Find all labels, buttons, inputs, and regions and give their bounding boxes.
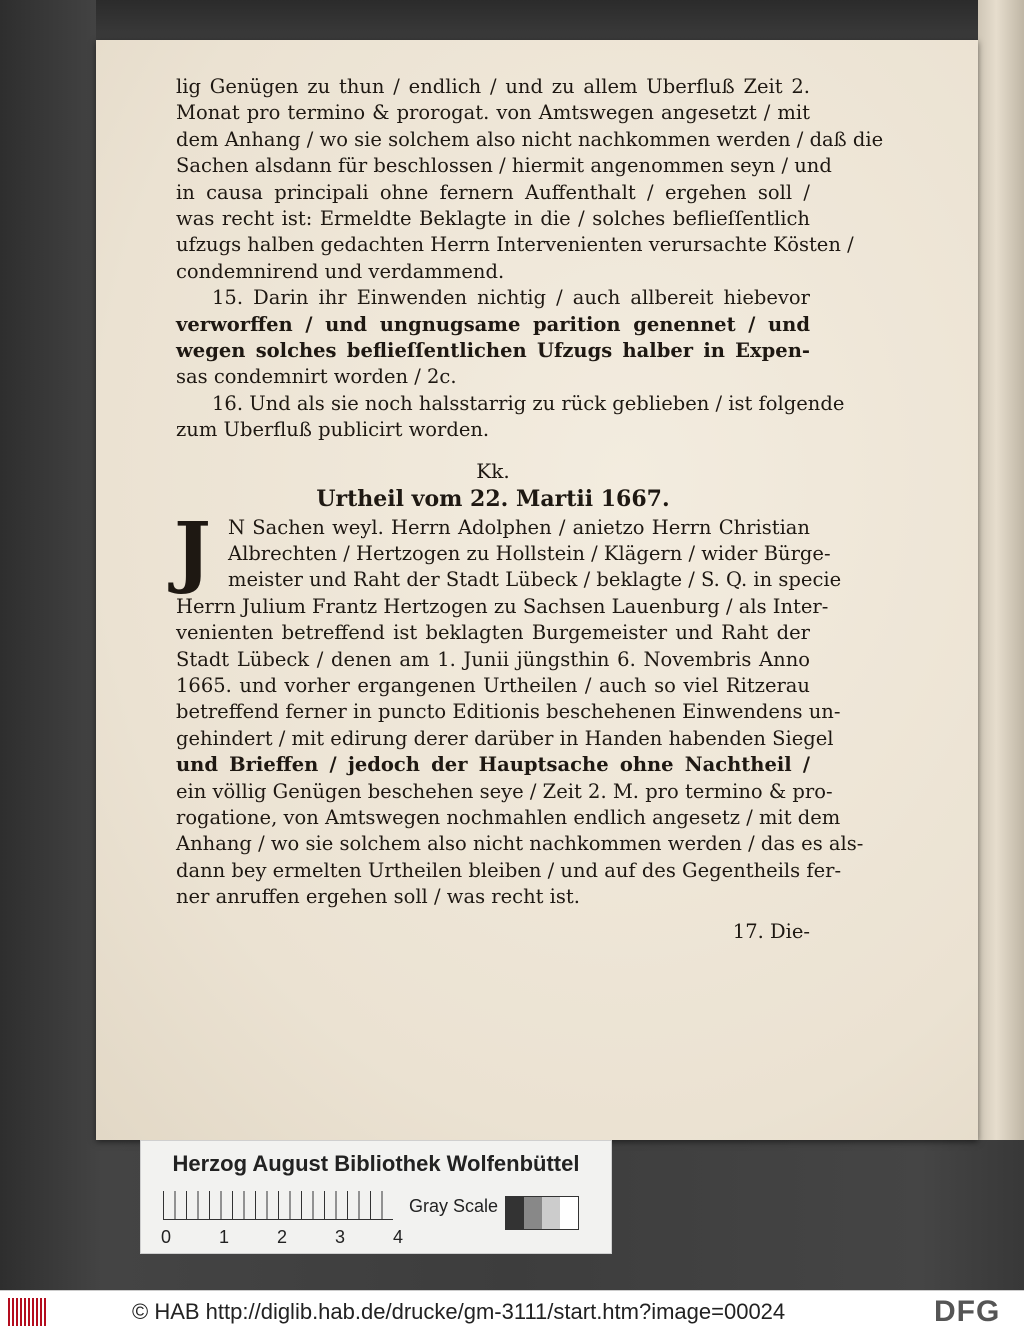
grayscale-swatches [505,1196,579,1230]
text-line: 15. Darin ihr Einwenden nichtig / auch allbereit hiebevor [212,286,810,310]
library-label-card [140,1140,612,1254]
text-line: dann bey ermelten Urtheilen bleiben / und auf des Gegentheils fer- [176,858,842,882]
scan-top-edge [96,0,978,40]
text-line: wegen solches beflieſſentlichen Ufzugs halber in Expen- [176,339,810,363]
ruler-number: 2 [277,1227,288,1247]
text-line: condemnirend und verdammend. [176,259,505,283]
adjacent-page-edge [978,0,1024,1140]
ruler-number: 0 [161,1227,172,1247]
text-line: Sachen alsdann für beschlossen / hiermit angenommen seyn / und [176,154,832,178]
text-line: ufzugs halben gedachten Herrn Intervenienten verursachte Kösten / [176,233,854,257]
paragraph-16 [176,391,845,444]
measurement-ruler [163,1191,393,1220]
text-line: ein völlig Genügen beschehen seye / Zeit 2. M. pro termino & pro- [176,779,833,803]
text-line: N Sachen weyl. Herrn Adolphen / anietzo Herrn Christian [228,515,810,539]
text-line: 16. Und als sie noch halsstarrig zu rück geblieben / ist folgende [212,391,845,415]
text-line: was recht ist: Ermeldte Beklagte in die / solches beflieſſentlich [176,207,810,231]
text-line: Monat pro termino & prorogat. von Amtswegen angesetzt / mit [176,101,810,125]
page-text [174,74,884,945]
library-name: Herzog August Bibliothek Wolfenbüttel [172,1151,580,1176]
text-line: dem Anhang / wo sie solchem also nicht nachkommen werden / daß die [176,127,884,151]
hab-barcode-icon [8,1298,46,1326]
judgment-paragraph [174,505,864,911]
text-line: und Brieffen / jedoch der Hauptsache ohne Nachtheil / [176,753,810,777]
text-line: Stadt Lübeck / denen am 1. Junii jüngsthin 6. Novembris Anno [176,647,810,671]
text-line: gehindert / mit edirung derer darüber in Handen habenden Siegel [176,726,834,750]
paragraph-15 [176,285,810,391]
text-line: zum Uberfluß publicirt worden. [176,418,490,442]
text-line: verworffen / und ungnugsame parition genennet / und [176,312,810,336]
viewer-footer [0,1290,1024,1333]
text-line: lig Genügen zu thun / endlich / und zu allem Uberfluß Zeit 2. [176,75,810,98]
text-line: in causa principali ohne fernern Auffenthalt / ergehen soll / [176,180,810,204]
ruler-numbers [155,1227,415,1247]
ruler-number: 1 [219,1227,230,1247]
text-line: rogatione, von Amtswegen nochmahlen endlich angesetz / mit dem [176,805,841,829]
gray-swatch [524,1197,542,1229]
section-title: Urtheil vom 22. Martii 1667. [316,486,670,513]
text-line: venienten betreffend ist beklagten Burgemeister und Raht der [176,621,810,645]
section-mark: Kk. [476,458,510,483]
text-line: betreffend ferner in puncto Editionis beschehenen Einwendens un- [176,700,841,724]
source-url[interactable]: © HAB http://diglib.hab.de/drucke/gm-3111/start.htm?image=00024 [132,1299,786,1324]
ruler-number: 3 [335,1227,346,1247]
text-line: Anhang / wo sie solchem also nicht nachkommen werden / das es als- [176,832,864,856]
dfg-logo: DFG [934,1295,1001,1328]
text-line: ner anruffen ergehen soll / was recht ist. [176,885,580,909]
gray-swatch [542,1197,560,1229]
text-line: 1665. und vorher ergangenen Urtheilen / auch so viel Ritzerau [176,673,810,697]
gray-swatch [560,1197,578,1229]
catchword: 17. Die- [732,919,810,943]
text-line: Herrn Julium Frantz Hertzogen zu Sachsen Lauenburg / als Inter- [176,594,829,618]
opening-paragraph [176,74,884,285]
text-line: sas condemnirt worden / 2c. [176,365,457,389]
dropcap-initial: J [174,505,211,597]
gray-swatch [506,1197,524,1229]
text-line: Albrechten / Hertzogen zu Hollstein / Klägern / wider Bürge- [228,541,831,565]
text-line: meister und Raht der Stadt Lübeck / beklagte / S. Q. in specie [228,568,842,592]
grayscale-label: Gray Scale [409,1196,499,1216]
ruler-number: 4 [393,1227,404,1247]
